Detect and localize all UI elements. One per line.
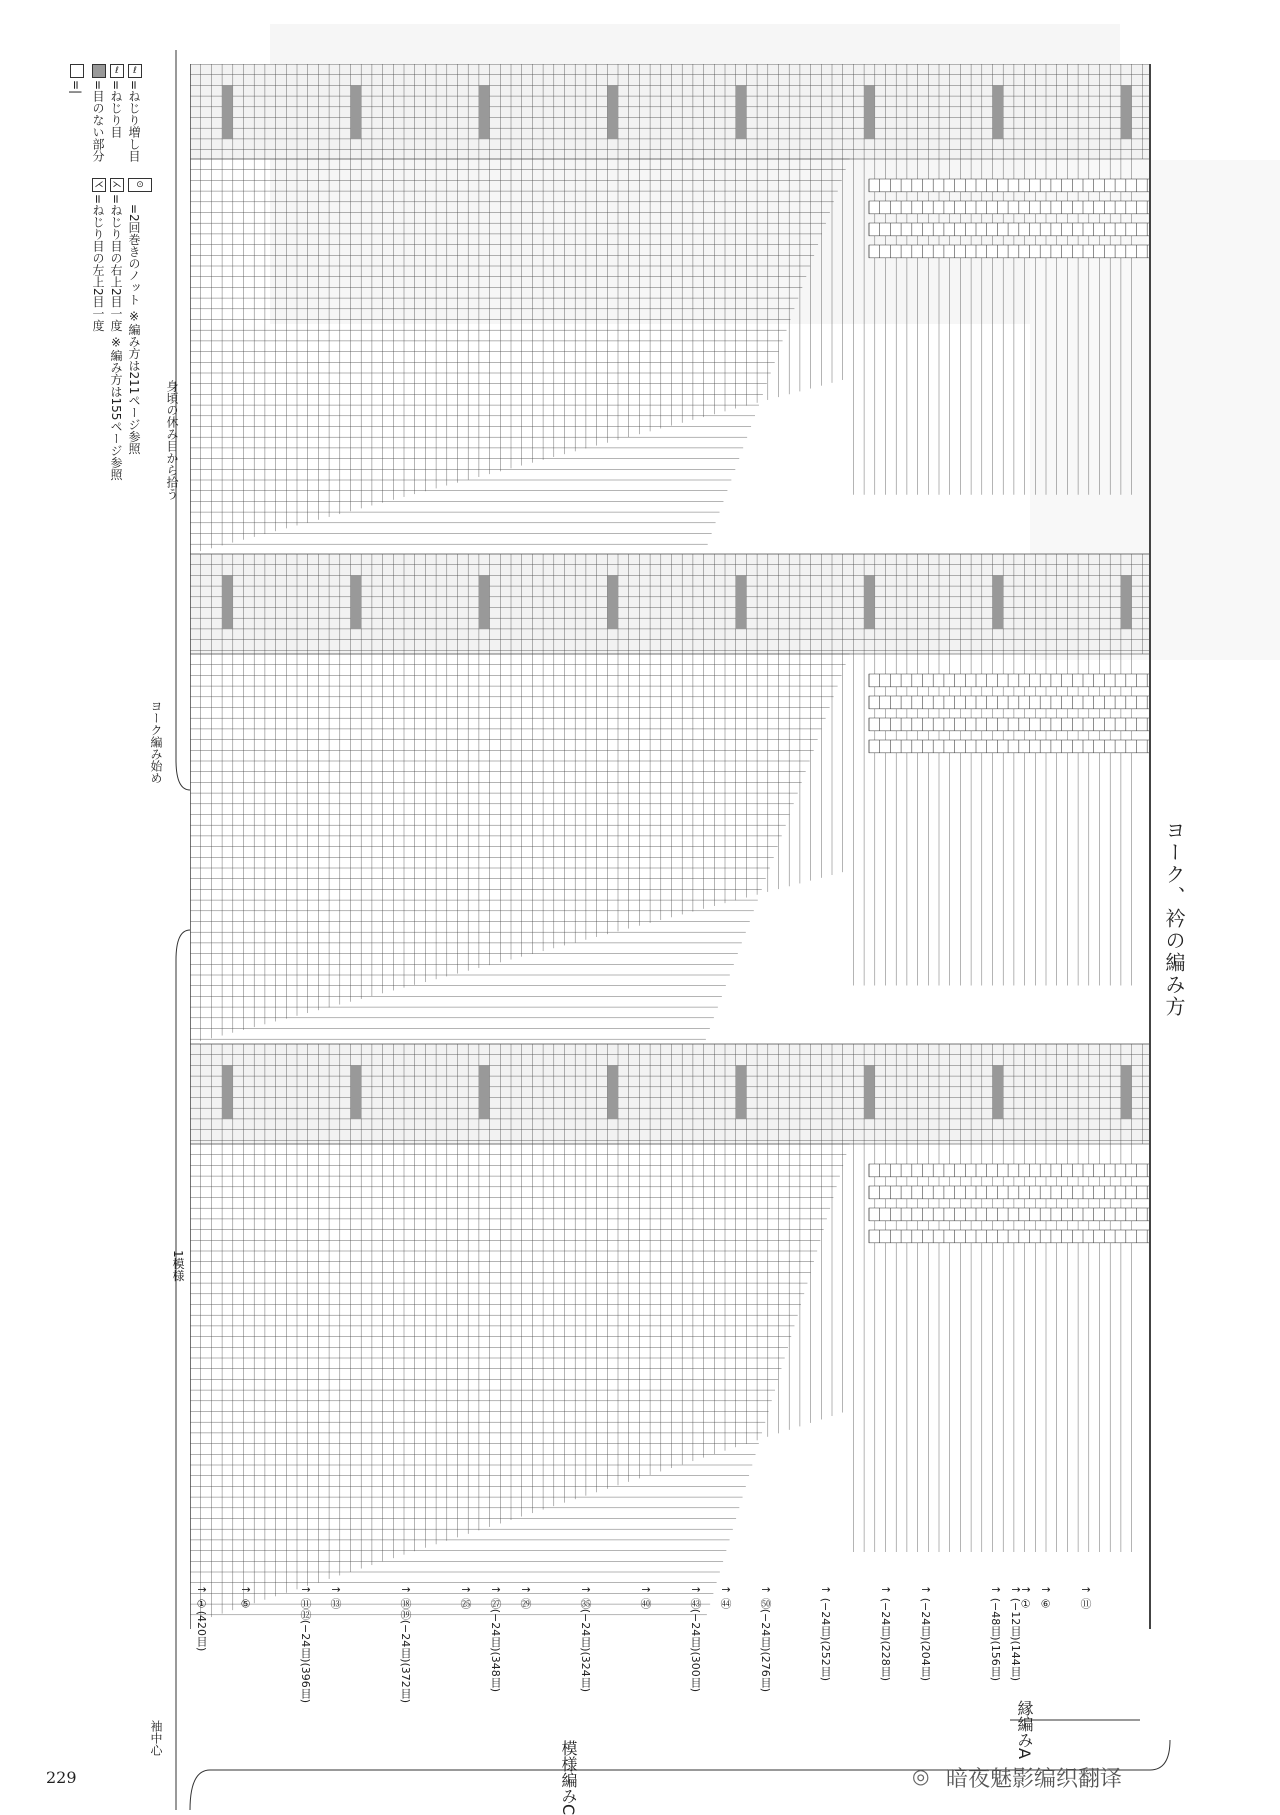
row-marker: ↑ ㉟(−24目)(324目) <box>579 1585 592 1693</box>
gray-cell <box>351 1065 362 1119</box>
gray-cell <box>351 575 362 629</box>
gray-cell <box>993 85 1004 138</box>
legend-symbol-twist: ℓ <box>110 64 124 78</box>
pattern-c-label: 模様編みC <box>559 1740 578 1815</box>
one-pattern-label: 1模様 <box>171 1250 185 1282</box>
row-marker: ↑ (−12目)(144目) <box>1009 1585 1022 1682</box>
gray-cell <box>993 575 1004 629</box>
gray-cell <box>222 575 233 629</box>
page-title: ヨーク、衿の編み方 <box>1162 820 1186 1018</box>
gray-cell <box>607 575 618 629</box>
row-marker: ↑ ① <box>1019 1585 1032 1611</box>
row-marker: ↑ ㉙ <box>519 1585 532 1609</box>
legend-symbol-left-dec: ⋌ <box>92 178 106 192</box>
gray-cell <box>864 575 875 629</box>
gray-cell <box>993 1065 1004 1119</box>
legend-text-4: =ねじり目の左上2目一度 <box>91 194 105 332</box>
sleeve-center-label: 袖中心 <box>149 1720 163 1756</box>
gray-cell <box>864 85 875 138</box>
legend-symbol-twist-inc: ℓ <box>128 64 142 78</box>
row-marker: ↑ (−24目)(228目) <box>879 1585 892 1682</box>
gray-cell <box>479 575 490 629</box>
knitting-chart <box>190 64 1160 1709</box>
page-number: 229 <box>46 1768 77 1787</box>
row-marker: ↑ ㊸(−24目)(300目) <box>689 1585 702 1693</box>
gray-cell <box>479 85 490 138</box>
row-marker: ↑ ⑬ <box>329 1585 342 1609</box>
row-marker: ↑ ⑥ <box>1039 1585 1052 1611</box>
yoke-start-label: ヨーク編み始め <box>149 700 163 784</box>
row-marker: ↑ ㊿(−24目)(276目) <box>759 1585 772 1693</box>
wechat-icon: ◎ <box>912 1764 930 1788</box>
legend-text-6: =2回巻きのノット ※編み方は211ページ参照 <box>127 204 141 455</box>
row-marker: ↑ ⑱⑲(−24目)(372目) <box>399 1585 412 1704</box>
shoulder-note: 身頃の休み目から拾う <box>165 380 179 500</box>
gray-cell <box>736 85 747 138</box>
gray-cell <box>864 1065 875 1119</box>
row-marker: ↑ ⑤ <box>239 1585 252 1611</box>
legend-text-2: =ねじり目 <box>109 80 123 139</box>
row-marker: ↑ ㉗(−24目)(348目) <box>489 1585 502 1693</box>
legend-symbol-knot: ⊙ <box>128 178 152 192</box>
border-a-label: 縁編みA <box>1015 1700 1034 1759</box>
legend-text-0: =| <box>69 80 83 95</box>
gray-cell <box>736 1065 747 1119</box>
gray-cell <box>1121 575 1132 629</box>
row-marker: ↑ (−24目)(252目) <box>819 1585 832 1682</box>
gray-cell <box>607 1065 618 1119</box>
legend-text-5: =ねじり目の右上2目一度 ※編み方は155ページ参照 <box>109 194 123 481</box>
gray-cell <box>222 85 233 138</box>
legend-text-1: =目のない部分 <box>91 80 105 163</box>
gray-cell <box>1121 1065 1132 1119</box>
row-marker: ↑ ①(420目) <box>195 1585 208 1652</box>
gray-cell <box>479 1065 490 1119</box>
row-marker: ↑ (−24目)(204目) <box>919 1585 932 1682</box>
gray-cell <box>607 85 618 138</box>
row-marker: ↑ ㉕ <box>459 1585 472 1609</box>
row-marker: ↑ ㊹ <box>719 1585 732 1609</box>
row-marker: ↑ ⑪ <box>1079 1585 1092 1609</box>
watermark: 暗夜魅影编织翻译 <box>946 1767 1123 1792</box>
gray-cell <box>351 85 362 138</box>
gray-cell <box>222 1065 233 1119</box>
gray-cell <box>736 575 747 629</box>
gray-cell <box>1121 85 1132 138</box>
legend-symbol-right-dec: ⋋ <box>110 178 124 192</box>
row-marker: ↑ ⑪⑫(−24目)(396目) <box>299 1585 312 1704</box>
row-marker: ↑ (−48目)(156目) <box>989 1585 1002 1682</box>
legend-text-3: =ねじり増し目 <box>127 80 141 163</box>
row-marker: ↑ ㊵ <box>639 1585 652 1609</box>
